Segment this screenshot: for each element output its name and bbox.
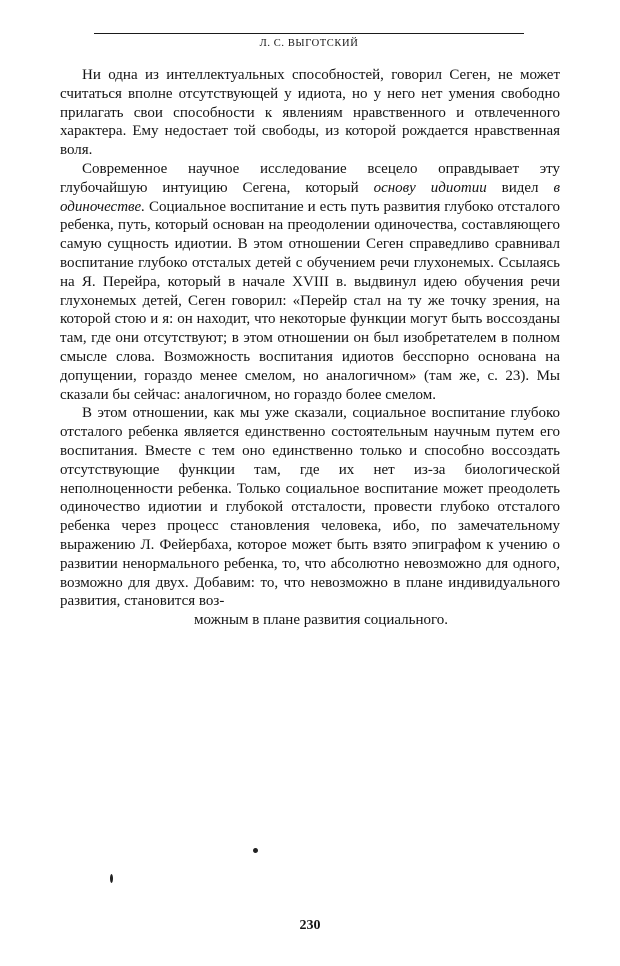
paragraph-3: В этом отношении, как мы уже сказали, социальное воспитание глубоко отсталого ребенка является единственно состоятельным научным путем его воспитания. Вместе с тем оно единственно только и способно воссоздать отсутствующие функции там, где их нет из-за биологической неполноценности ребенка. Только социальное воспитание может преодолеть одиночество идиотии и глубокой отсталости, провести глубоко отсталого ребенка через процесс становления человека, ибо, по замечательному выражению Л. Фейербаха, которое может быть взято эпиграфом к учению о развитии ненормального ребенка, то, что абсолютно невозможно для одного, возможно для двух. Добавим: то, что невозможно в плане индивидуального развития, становится воз- — [60, 405, 560, 610]
italic-phrase-loneliness: в одиночестве. — [60, 179, 560, 215]
paragraph-2 — [60, 160, 560, 404]
body-text — [60, 66, 560, 630]
print-speck — [110, 874, 113, 883]
paragraph-2-part-2: видел — [486, 179, 554, 196]
print-speck — [253, 848, 258, 853]
paragraph-2-part-3: Социальное воспитание и есть путь развития глубоко отсталого ребенка, путь, который основан на преодолении одиночества, составляющего самую сущность идиотии. В этом отношении Сеген справедливо сравнивал воспитание глубоко отсталых детей с обучением речи глухонемых. Ссылаясь на Я. Перейра, который в начале XVIII в. выдвинул идею обучения речи глухонемых детей, Сеген говорил: «Перейр стал на ту же точку зрения, на которой стою и я: он находит, что некоторые функции могут быть воссозданы там, где они отсутствуют; в этом отношении он был изобретателем в полном смысле слова. Возможность воспитания идиотов бесспорно основана на допущении, гораздо менее смелом, но аналогичном» (там же, с. 23). Мы сказали бы сейчас: аналогичном, но гораздо более смелом. — [60, 198, 560, 403]
running-head: Л. С. ВЫГОТСКИЙ — [259, 38, 359, 49]
header-rule — [94, 33, 524, 34]
paragraph-1: Ни одна из интеллектуальных способностей, говорил Сеген, не может считаться вполне отсутствующей у идиота, но у него нет умения свободно прилагать свои способности к явлениям нравственного и отвлеченного характера. Ему недостает той свободы, из которой рождается нравственная воля. — [60, 67, 560, 159]
italic-phrase-idiocy-basis: основу идиотии — [373, 179, 487, 196]
page-number: 230 — [299, 918, 321, 933]
paragraph-2-part-1: Современное научное исследование всецело оправдывает эту глубочайшую интуицию Сегена, который — [60, 160, 560, 196]
paragraph-3-last-line: можным в плане развития социального. — [193, 612, 449, 629]
